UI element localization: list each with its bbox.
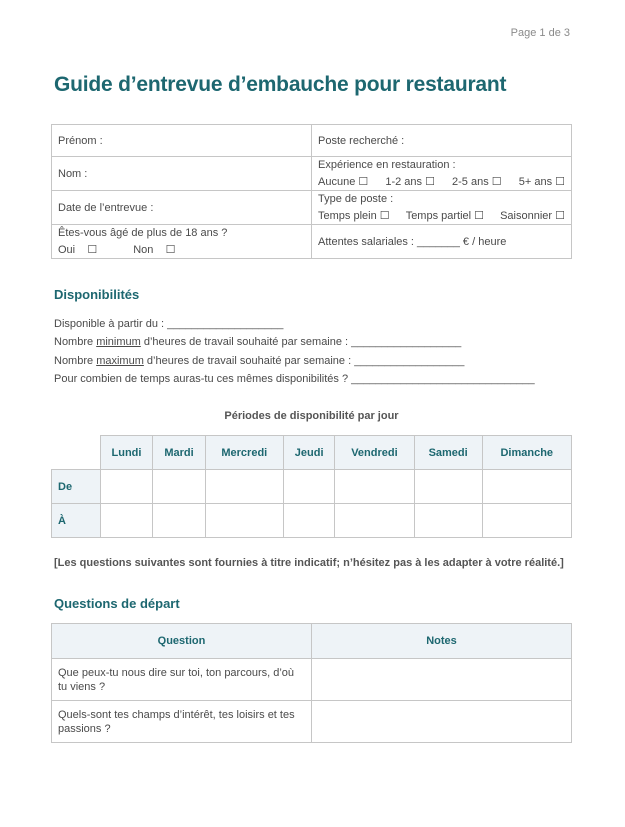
- schedule-cell[interactable]: [482, 470, 571, 504]
- max-hours-line[interactable]: [54, 352, 535, 370]
- type-cell: [312, 191, 572, 225]
- min-hours-emphasis: minimum: [96, 336, 141, 349]
- duration-line[interactable]: Pour combien de temps auras-tu ces mêmes disponibilités ? ______________________________: [54, 372, 535, 385]
- col-question: Question: [52, 624, 312, 659]
- schedule-caption: Périodes de disponibilité par jour: [224, 410, 399, 422]
- type-option-partiel[interactable]: Temps partiel ☐: [405, 210, 485, 222]
- guidance-note: [Les questions suivantes sont fournies à titre indicatif; n’hésitez pas à les adapter à votre réalité.]: [54, 557, 564, 569]
- experience-label: Expérience en restauration :: [318, 159, 456, 171]
- day-vendredi: Vendredi: [335, 436, 415, 470]
- nom-field[interactable]: Nom :: [52, 157, 312, 191]
- schedule-cell[interactable]: [335, 470, 415, 504]
- schedule-cell[interactable]: [100, 470, 153, 504]
- schedule-cell[interactable]: [284, 504, 335, 538]
- info-row-3: [52, 191, 572, 225]
- day-samedi: Samedi: [414, 436, 482, 470]
- questions-header-row: [52, 624, 572, 659]
- availability-heading: Disponibilités: [54, 287, 140, 302]
- type-option-saisonnier[interactable]: Saisonnier ☐: [500, 210, 565, 222]
- schedule-cell[interactable]: [482, 504, 571, 538]
- page-number: Page 1 de 3: [510, 27, 570, 39]
- day-lundi: Lundi: [100, 436, 153, 470]
- question-text: Quels-sont tes champs d’intérêt, tes loisirs et tes passions ?: [52, 701, 312, 743]
- day-mardi: Mardi: [153, 436, 205, 470]
- available-from-line[interactable]: Disponible à partir du : ___________________: [54, 318, 284, 330]
- age-option-oui[interactable]: Oui ☐: [58, 244, 98, 256]
- experience-option-2-5[interactable]: 2-5 ans ☐: [452, 176, 502, 188]
- schedule-cell[interactable]: [100, 504, 153, 538]
- schedule-cell[interactable]: [335, 504, 415, 538]
- schedule-cell[interactable]: [414, 470, 482, 504]
- prenom-field[interactable]: Prénom :: [52, 125, 312, 157]
- schedule-header-row: [52, 436, 572, 470]
- questions-table: [51, 623, 572, 743]
- schedule-cell[interactable]: [284, 470, 335, 504]
- max-hours-emphasis: maximum: [96, 354, 144, 367]
- day-dimanche: Dimanche: [482, 436, 571, 470]
- question-row: [52, 659, 572, 701]
- day-jeudi: Jeudi: [284, 436, 335, 470]
- max-hours-suffix: d’heures de travail souhaité par semaine : __________________: [143, 354, 465, 367]
- min-hours-line[interactable]: [54, 333, 535, 351]
- type-option-plein[interactable]: Temps plein ☐: [318, 210, 390, 222]
- schedule-cell[interactable]: [414, 504, 482, 538]
- questions-heading: Questions de départ: [54, 596, 180, 611]
- date-field[interactable]: Date de l’entrevue :: [52, 191, 312, 225]
- min-hours-prefix: Nombre: [54, 336, 97, 349]
- experience-cell: [312, 157, 572, 191]
- info-row-4: [52, 225, 572, 259]
- age-option-non[interactable]: Non ☐: [133, 244, 176, 256]
- info-row-2: [52, 157, 572, 191]
- experience-option-aucune[interactable]: Aucune ☐: [318, 176, 369, 188]
- experience-options: [318, 175, 565, 188]
- schedule-cell[interactable]: [153, 504, 205, 538]
- day-mercredi: Mercredi: [205, 436, 284, 470]
- salaire-field[interactable]: Attentes salariales : _______ € / heure: [312, 225, 572, 259]
- schedule-cell[interactable]: [205, 504, 284, 538]
- max-hours-prefix: Nombre: [54, 354, 97, 367]
- schedule-cell[interactable]: [205, 470, 284, 504]
- type-options: [318, 209, 565, 222]
- question-row: [52, 701, 572, 743]
- schedule-corner: [52, 436, 101, 470]
- experience-option-5plus[interactable]: 5+ ans ☐: [518, 176, 565, 188]
- info-row-1: [52, 125, 572, 157]
- notes-cell[interactable]: [312, 659, 572, 701]
- notes-cell[interactable]: [312, 701, 572, 743]
- min-hours-suffix: d’heures de travail souhaité par semaine : __________________: [140, 336, 462, 349]
- question-text: Que peux-tu nous dire sur toi, ton parcours, d’où tu viens ?: [52, 659, 312, 701]
- schedule-row-a: [52, 504, 572, 538]
- age-options: [58, 243, 305, 256]
- availability-lines: [54, 315, 535, 388]
- row-label-a: À: [52, 504, 101, 538]
- age-label: Êtes-vous âgé de plus de 18 ans ?: [58, 227, 228, 239]
- age-cell: [52, 225, 312, 259]
- row-label-de: De: [52, 470, 101, 504]
- schedule-row-de: [52, 470, 572, 504]
- col-notes: Notes: [312, 624, 572, 659]
- experience-option-1-2[interactable]: 1-2 ans ☐: [385, 176, 435, 188]
- candidate-info-table: [51, 124, 572, 259]
- type-label: Type de poste :: [318, 193, 394, 205]
- schedule-cell[interactable]: [153, 470, 205, 504]
- availability-schedule-table: [51, 435, 572, 538]
- poste-field[interactable]: Poste recherché :: [312, 125, 572, 157]
- document-title: Guide d’entrevue d’embauche pour restaurant: [54, 73, 507, 96]
